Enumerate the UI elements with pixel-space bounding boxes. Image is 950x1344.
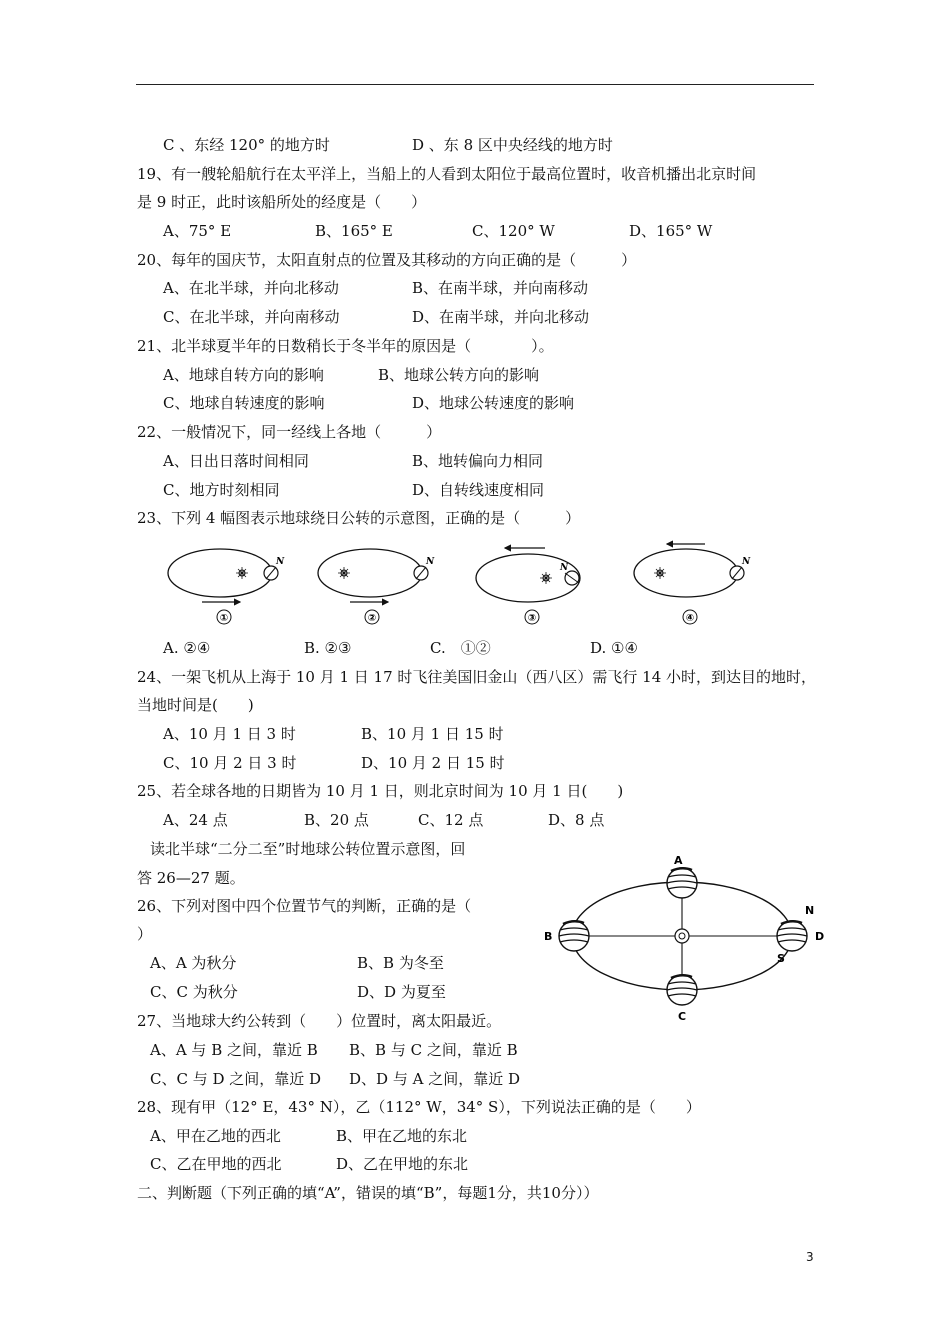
q25-option-a: A、24 点 (163, 811, 228, 829)
orbit-label-b: B (544, 930, 553, 943)
q26-intro-line2: 答 26—27 题。 (137, 869, 245, 887)
q22-option-a: A、日出日落时间相同 (163, 452, 309, 470)
north-label: N (560, 563, 569, 573)
earth-icon-a (667, 868, 697, 898)
q19-stem-line1: 19、有一艘轮船航行在太平洋上，当船上的人看到太阳位于最高位置时，收音机播出北京时间 (137, 165, 757, 183)
orbit-label-c: C (678, 1010, 687, 1023)
q26-stem-line1: 26、下列对图中四个位置节气的判断，正确的是（ (137, 897, 472, 915)
q25-stem: 25、若全球各地的日期皆为 10 月 1 日，则北京时间为 10 月 1 日( ) (137, 782, 624, 800)
q19-option-c: C、120° W (472, 222, 555, 240)
sun-icon (675, 929, 689, 943)
q22-stem: 22、一般情况下，同一经线上各地（ ） (137, 423, 442, 441)
orbit-label-south: S (777, 952, 785, 965)
header-rule (136, 84, 814, 85)
earth-icon-b (559, 921, 589, 951)
q26-option-a: A、A 为秋分 (150, 954, 237, 972)
q27-option-d: D、D 与 A 之间，靠近 D (349, 1070, 520, 1088)
q22-option-d: D、自转线速度相同 (412, 481, 545, 499)
q24-stem-line2: 当地时间是( ) (137, 696, 254, 714)
solstice-equinox-orbit-diagram (540, 850, 830, 1023)
page-number: 3 (806, 1250, 814, 1264)
north-label: N (426, 557, 435, 567)
orbit-figure-3 (476, 548, 580, 624)
q26-option-c: C、C 为秋分 (150, 983, 238, 1001)
q21-stem: 21、北半球夏半年的日数稍长于冬半年的原因是（ ）。 (137, 337, 554, 355)
q27-option-b: B、B 与 C 之间，靠近 B (349, 1041, 518, 1059)
q19-option-a: A、75° E (163, 222, 232, 240)
q23-option-a: A. ②④ (163, 639, 211, 657)
q26-intro-line1: 读北半球“二分二至”时地球公转位置示意图，回 (150, 840, 466, 858)
q21-option-d: D、地球公转速度的影响 (412, 394, 575, 412)
orbit-label-d: D (815, 930, 825, 943)
q26-stem-line2: ） (137, 925, 153, 943)
q24-stem-line1: 24、一架飞机从上海于 10 月 1 日 17 时飞往美国旧金山（西八区）需飞行 14 小时，到达目的地时， (137, 668, 817, 686)
q25-option-c: C、12 点 (418, 811, 484, 829)
north-label: N (276, 557, 285, 567)
north-label: N (742, 557, 751, 567)
orbit-label-a: A (674, 854, 683, 867)
q21-option-c: C、地球自转速度的影响 (163, 394, 325, 412)
sun-icon (236, 567, 248, 579)
q24-option-c: C、10 月 2 日 3 时 (163, 754, 297, 772)
q21-option-a: A、地球自转方向的影响 (163, 366, 324, 384)
q21-option-b: B、地球公转方向的影响 (378, 366, 540, 384)
q22-option-c: C、地方时刻相同 (163, 481, 280, 499)
q27-option-a: A、A 与 B 之间，靠近 B (150, 1041, 318, 1059)
earth-icon-d (777, 921, 807, 951)
section-2-heading: 二、判断题（下列正确的填“A”，错误的填“B”，每题1分，共10分）） (137, 1184, 599, 1202)
q23-stem: 23、下列 4 幅图表示地球绕日公转的示意图，正确的是（ ） (137, 509, 581, 527)
q27-stem: 27、当地球大约公转到（ ）位置时，离太阳最近。 (137, 1012, 502, 1030)
q27-option-c: C、C 与 D 之间，靠近 D (150, 1070, 322, 1088)
q20-stem: 20、每年的国庆节，太阳直射点的位置及其移动的方向正确的是（ ） (137, 251, 637, 269)
q26-option-b: B、B 为冬至 (357, 954, 444, 972)
q20-option-d: D、在南半球，并向北移动 (412, 308, 590, 326)
q25-option-d: D、8 点 (548, 811, 605, 829)
q24-option-a: A、10 月 1 日 3 时 (163, 725, 296, 743)
q22-option-b: B、地转偏向力相同 (412, 452, 544, 470)
q19-stem-line2: 是 9 时正，此时该船所处的经度是（ ） (137, 193, 427, 211)
q20-option-a: A、在北半球，并向北移动 (163, 279, 339, 297)
orbit-figure-1 (168, 549, 285, 624)
q19-option-b: B、165° E (315, 222, 393, 240)
q25-option-b: B、20 点 (304, 811, 369, 829)
sun-icon (654, 567, 666, 579)
q26-option-d: D、D 为夏至 (357, 983, 446, 1001)
q28-option-b: B、甲在乙地的东北 (336, 1127, 468, 1145)
q20-option-c: C、在北半球，并向南移动 (163, 308, 340, 326)
q18-option-d: D 、东 8 区中央经线的地方时 (412, 136, 613, 154)
q28-option-a: A、甲在乙地的西北 (150, 1127, 281, 1145)
figure-label-1: ① (219, 613, 229, 624)
q18-option-c: C 、东经 120° 的地方时 (163, 136, 330, 154)
figure-label-3: ③ (527, 613, 537, 624)
q24-option-d: D、10 月 2 日 15 时 (361, 754, 505, 772)
q28-option-d: D、乙在甲地的东北 (336, 1155, 469, 1173)
q19-option-d: D、165° W (629, 222, 713, 240)
figure-label-2: ② (367, 613, 377, 624)
q23-option-c: C. ①② (430, 639, 491, 657)
orbit-figure-2 (318, 549, 435, 624)
orbit-figure-4 (634, 544, 751, 624)
figure-label-4: ④ (685, 613, 695, 624)
orbit-figures (160, 540, 750, 630)
earth-icon-c (667, 975, 697, 1005)
q23-option-b: B. ②③ (304, 639, 352, 657)
sun-icon (338, 567, 350, 579)
q23-option-d: D. ①④ (590, 639, 638, 657)
q28-option-c: C、乙在甲地的西北 (150, 1155, 282, 1173)
sun-icon (540, 572, 552, 584)
orbit-label-north: N (805, 904, 815, 917)
q24-option-b: B、10 月 1 日 15 时 (361, 725, 504, 743)
q20-option-b: B、在南半球，并向南移动 (412, 279, 589, 297)
q28-stem: 28、现有甲（12° E，43° N），乙（112° W，34° S），下列说法正确的是（ ） (137, 1098, 701, 1116)
